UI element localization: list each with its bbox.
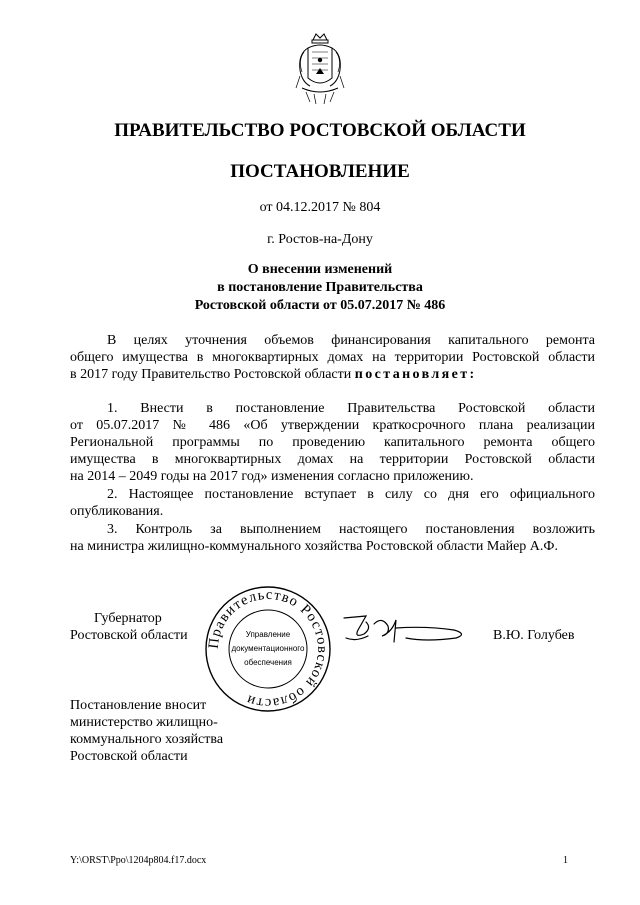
item-line: 1. Внести в постановление Правительства Ростовской области: [107, 401, 595, 416]
file-path: Y:\ORST\Ppo\1204p804.f17.docx: [70, 855, 207, 866]
page-number: 1: [563, 855, 568, 866]
preamble-line: [70, 366, 595, 383]
seal-inner-text: обеспечения: [244, 658, 292, 667]
seal-ring-text: Правительство Ростовской области: [205, 586, 331, 712]
item-line: на 2014 – 2049 годы на 2017 год» изменения согласно приложению.: [70, 469, 474, 484]
document-date-number: от 04.12.2017 № 804: [259, 200, 381, 215]
submitter-line: Ростовской области: [70, 749, 188, 764]
item-line: от 05.07.2017 № 486 «Об утверждении краткосрочного плана реализации: [70, 418, 595, 433]
document-title-line: Ростовской области от 05.07.2017 № 486: [194, 298, 446, 313]
item-line: опубликования.: [70, 504, 164, 519]
preamble-line: общего имущества в многоквартирных домах на территории Ростовской области: [70, 350, 595, 365]
item-line: имущества в многоквартирных домах на территории Ростовской области: [70, 452, 595, 467]
item-line: 3. Контроль за выполнением настоящего постановления возложить: [107, 522, 595, 537]
submitter-line: коммунального хозяйства: [70, 732, 224, 747]
document-title-line: в постановление Правительства: [217, 280, 423, 295]
signer-position: Губернатор: [94, 611, 162, 626]
item-line: на министра жилищно-коммунального хозяйства Ростовской области Майер А.Ф.: [70, 539, 558, 554]
signer-region: Ростовской области: [70, 628, 188, 643]
seal-inner-text: документационного: [231, 644, 305, 653]
item-line: 2. Настоящее постановление вступает в силу со дня его официального: [107, 487, 595, 502]
preamble-text: в 2017 году Правительство Ростовской области: [70, 367, 352, 382]
seal-inner-text: Управление: [245, 630, 291, 639]
signer-name: В.Ю. Голубев: [493, 628, 575, 643]
item-line: Региональной программы по проведению капитального ремонта общего: [70, 435, 595, 450]
official-seal: [204, 585, 332, 713]
coat-of-arms-icon: [294, 30, 346, 108]
preamble-keyword: постановляет:: [354, 367, 477, 382]
handwritten-signature: [336, 608, 476, 652]
preamble-line: В целях уточнения объемов финансирования капитального ремонта: [107, 333, 595, 348]
submitter-line: министерство жилищно-: [70, 715, 218, 730]
document-type: ПОСТАНОВЛЕНИЕ: [230, 161, 410, 182]
submitter-line: Постановление вносит: [70, 698, 207, 713]
government-name: ПРАВИТЕЛЬСТВО РОСТОВСКОЙ ОБЛАСТИ: [114, 120, 526, 141]
document-city: г. Ростов-на-Дону: [267, 232, 373, 247]
document-title-line: О внесении изменений: [247, 262, 393, 277]
